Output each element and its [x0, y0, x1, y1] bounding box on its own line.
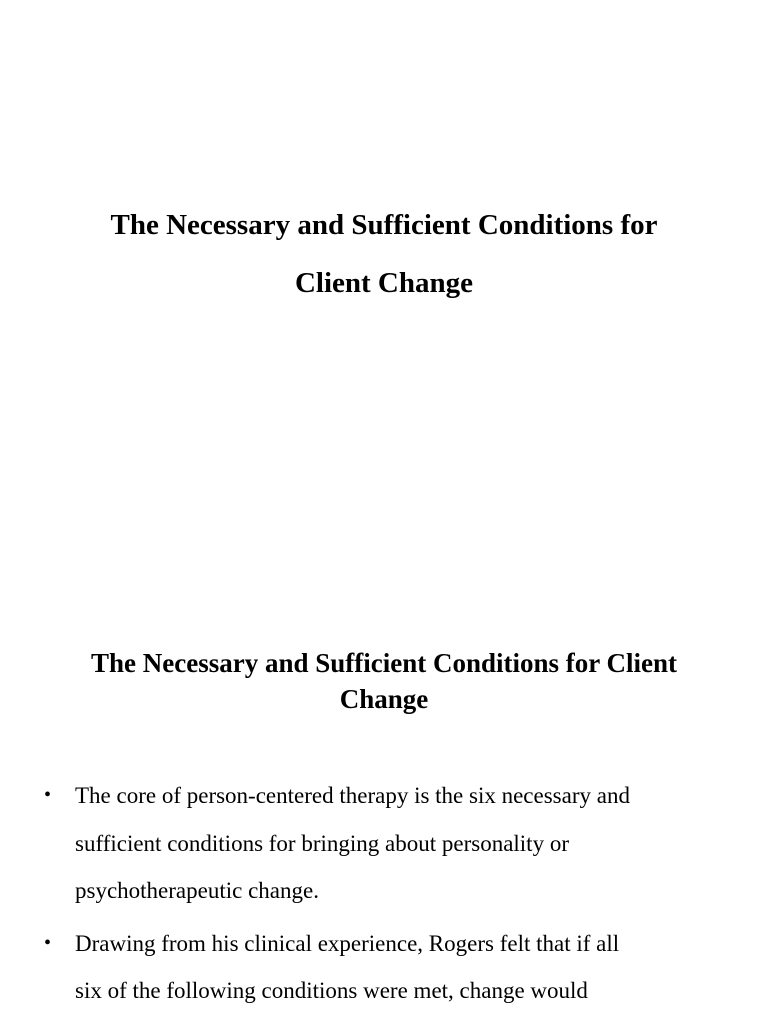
bullet-text-line: sufficient conditions for bringing about personality or	[75, 830, 569, 856]
bullet-item	[0, 772, 768, 915]
slide-1-title-line: Client Change	[294, 267, 474, 299]
slide-1-title	[40, 196, 728, 312]
slide-2-title-line: Change	[339, 684, 429, 714]
bullet-list	[0, 772, 768, 1020]
bullet-text-line: six of the following conditions were met, change would	[75, 978, 588, 1003]
bullet-text-line: The core of person-centered therapy is the six necessary and	[75, 783, 630, 808]
slide-1-title-line: The Necessary and Sufficient Conditions for	[110, 209, 658, 241]
slide-2-title-line: The Necessary and Sufficient Conditions for Client	[90, 648, 677, 678]
bullet-dot-icon: •	[44, 931, 52, 954]
bullet-text-line: psychotherapeutic change.	[75, 878, 319, 903]
bullet-dot-icon: •	[44, 784, 52, 806]
bullet-item	[0, 920, 768, 1015]
slide-2-title	[30, 645, 738, 717]
bullet-text-line: Drawing from his clinical experience, Rogers felt that if all	[75, 930, 620, 956]
